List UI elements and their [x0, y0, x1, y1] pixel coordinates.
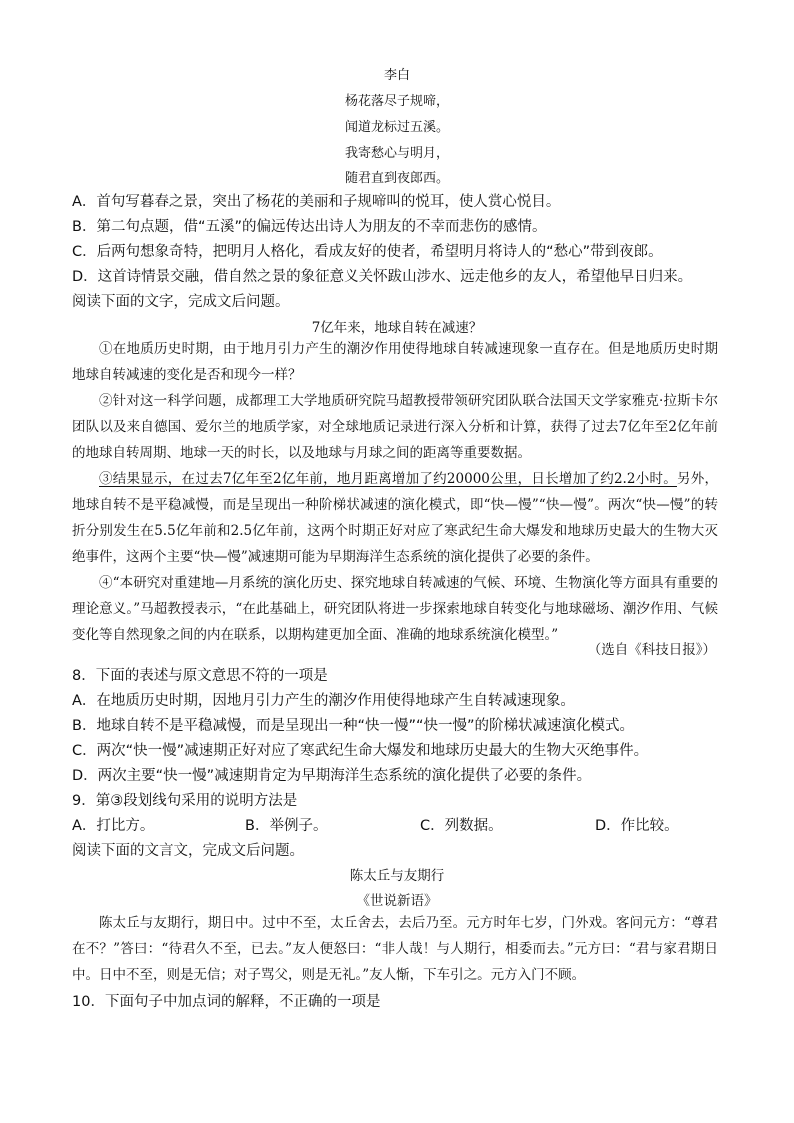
paragraph-3-rest: 另外，地球自转不是平稳减慢，而是呈现出一种阶梯状减速的演化模式，即“快—慢”“快—慢”。两次“快—慢”的转折分别发生在5.5亿年前和2.5亿年前，这两个时期正好对应了寒武纪生命大爆发和地球历史最大的生物大灭绝事件，这两个主要“快—慢”减速期可能为早期海洋生态系统的演化提供了必要的条件。 [72, 471, 719, 565]
question-9-stem: 9．第③段划线句采用的说明方法是 [72, 793, 298, 809]
poem-option-b: B．第二句点题，借“五溪”的偏远传达出诗人为朋友的不幸而悲伤的感情。 [72, 219, 547, 235]
classical-text: 陈太丘与友期行，期日中。过中不至，太丘舍去，去后乃至。元方时年七岁，门外戏。客问元方：“尊君在不？”答曰：“待君久不至，已去。”友人便怒曰：“非人哉！与人期行，相委而去。”元方曰：“君与家君期日中。日中不至，则是无信；对子骂父，则是无礼。”友人惭，下车引之。元方入门不顾。 [72, 915, 718, 983]
reading-instruction-2: 阅读下面的文言文，完成文后问题。 [72, 843, 304, 859]
q8-option-a: A．在地质历史时期，因地月引力产生的潮汐作用使得地球产生自转减速现象。 [72, 693, 575, 709]
q9-option-c: C．列数据。 [420, 818, 503, 834]
poem-author: 李白 [383, 68, 410, 83]
poem-option-a: A．首句写暮春之景，突出了杨花的美丽和子规啼叫的悦耳，使人赏心悦目。 [72, 194, 561, 210]
article-paragraph-4: ④“本研究对重建地—月系统的演化历史、探究地球自转减速的气候、环境、生物演化等方面具有重要的理论意义。”马超教授表示，“在此基础上，研究团队将进一步探索地球自转变化与地球磁场、潮汐作用、气候变化等自然现象之间的内在联系，以期构建更加全面、准确的地球系统演化模型。” [72, 575, 718, 643]
poem-line: 闻道龙标过五溪。 [344, 120, 449, 135]
question-8-stem: 8．下面的表述与原文意思不符的一项是 [72, 668, 328, 684]
question-10-stem: 10．下面句子中加点词的解释，不正确的一项是 [72, 994, 381, 1010]
q8-option-b: B．地球自转不是平稳减慢，而是呈现出一种“快一慢”“快一慢”的阶梯状减速演化模式。 [72, 718, 634, 734]
q8-option-c: C．两次“快一慢”减速期正好对应了寒武纪生命大爆发和地球历史最大的生物大灭绝事件。 [72, 743, 649, 759]
article-paragraph-1: ①在地质历史时期，由于地月引力产生的潮汐作用使得地球自转减速现象一直存在。但是地质历史时期地球自转减速的变化是否和现今一样？ [72, 341, 718, 383]
classical-source: 《世说新语》 [356, 893, 438, 909]
article-paragraph-3 [72, 466, 718, 570]
poem-line: 随君直到夜郎西。 [344, 171, 449, 186]
q9-option-d: D．作比较。 [595, 818, 679, 834]
poem-line: 杨花落尽子规啼， [344, 94, 449, 109]
q9-option-b: B．举例子。 [245, 818, 328, 834]
q9-option-a: A．打比方。 [72, 818, 155, 834]
poem-option-d: D．这首诗情景交融，借自然之景的象征意义关怀跋山涉水、远走他乡的友人，希望他早日归来。 [72, 269, 693, 285]
article-title: 7亿年来，地球自转在减速？ [311, 320, 483, 336]
poem-line: 我寄愁心与明月， [344, 146, 449, 161]
reading-instruction: 阅读下面的文字，完成文后问题。 [72, 294, 290, 310]
underlined-sentence: ③结果显示，在过去7亿年至2亿年前，地月距离增加了约20000公里，日长增加了约2.2小时。 [99, 471, 677, 487]
article-paragraph-2: ②针对这一科学问题，成都理工大学地质研究院马超教授带领研究团队联合法国天文学家雅克·拉斯卡尔团队以及来自德国、爱尔兰的地质学家，对全球地质记录进行深入分析和计算，获得了过去7亿年至2亿年前的地球自转周期、地球一天的时长，以及地球与月球之间的距离等重要数据。 [72, 393, 718, 461]
classical-title: 陈太丘与友期行 [349, 868, 445, 884]
q8-option-d: D．两次主要“快一慢”减速期肯定为早期海洋生态系统的演化提供了必要的条件。 [72, 768, 592, 784]
poem-option-c: C．后两句想象奇特，把明月人格化，看成友好的使者，希望明月将诗人的“愁心”带到夜郎。 [72, 244, 663, 260]
article-source: （选自《科技日报》） [587, 642, 716, 658]
